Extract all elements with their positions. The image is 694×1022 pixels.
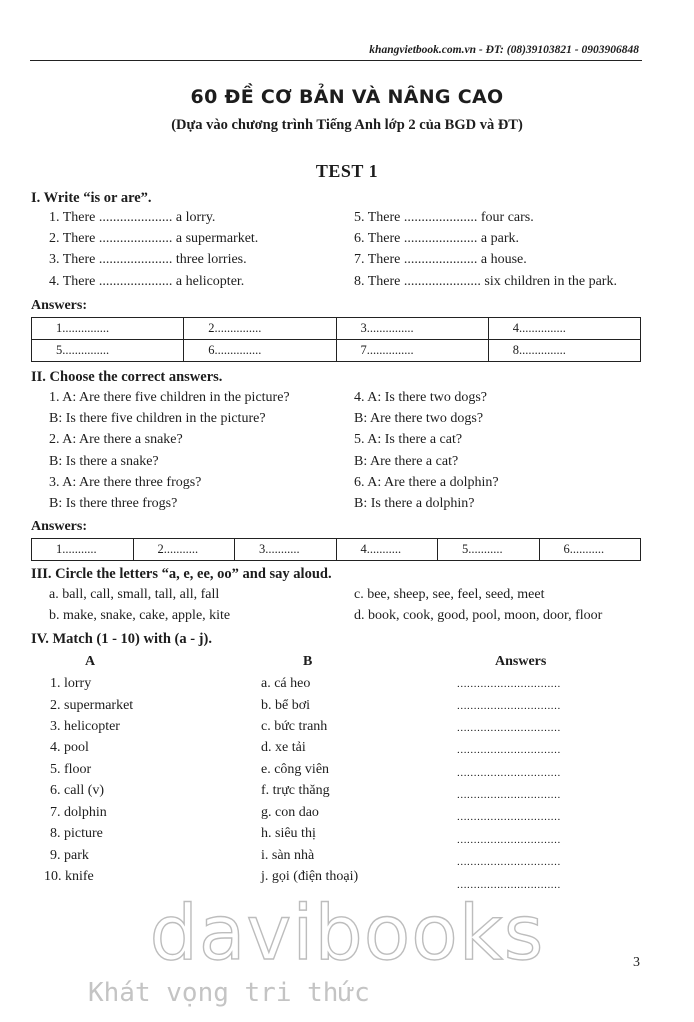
s2-answers-label: Answers:: [31, 519, 87, 534]
section-1-heading: I. Write “is or are”.: [31, 190, 152, 206]
s2-answer-cell: 4...........: [336, 539, 438, 561]
s2-item: 3. A: Are there three frogs?: [49, 475, 202, 490]
s2-item: B: Are there two dogs?: [354, 411, 484, 426]
s2-item: 1. A: Are there five children in the picture?: [49, 390, 290, 405]
match-answer-line: ...............................: [457, 700, 561, 712]
header-rule: [30, 60, 642, 61]
match-item-a: 8. picture: [50, 826, 103, 841]
match-answer-line: ...............................: [457, 856, 561, 868]
match-item-a: 6. call (v): [50, 783, 105, 798]
s1-answer-cell: 3...............: [336, 318, 488, 340]
s1-item-6: 6. There ..................... a park.: [354, 231, 519, 246]
match-answer-line: ...............................: [457, 678, 561, 690]
match-item-b: a. cá heo: [261, 676, 311, 691]
match-item-a: 9. park: [50, 848, 89, 863]
s1-item-8: 8. There ...................... six children in the park.: [354, 274, 617, 289]
match-item-a: 4. pool: [50, 740, 89, 755]
column-b-header: B: [303, 654, 313, 669]
s2-answer-table: [31, 538, 641, 561]
page-number: 3: [633, 955, 640, 970]
match-item-a: 3. helicopter: [50, 719, 120, 734]
publisher-contact: khangvietbook.com.vn - ĐT: (08)39103821 - 0903906848: [369, 44, 639, 56]
match-item-b: e. công viên: [261, 762, 330, 777]
s2-item: B: Is there three frogs?: [49, 496, 178, 511]
section-4-heading: IV. Match (1 - 10) with (a - j).: [31, 631, 212, 647]
match-item-b: c. bức tranh: [261, 719, 328, 734]
match-answer-line: ...............................: [457, 834, 561, 846]
match-item-b: b. bể bơi: [261, 698, 311, 713]
column-a-header: A: [85, 654, 96, 669]
match-item-b: f. trực thăng: [261, 783, 330, 798]
s1-item-7: 7. There ..................... a house.: [354, 252, 527, 267]
match-item-b: i. sàn nhà: [261, 848, 315, 863]
s1-item-2: 2. There ..................... a supermarket.: [49, 231, 259, 246]
match-answer-line: ...............................: [457, 744, 561, 756]
s1-answer-cell: 8...............: [488, 340, 640, 362]
s1-answer-table: [31, 317, 641, 362]
s2-answer-cell: 1...........: [32, 539, 134, 561]
watermark-logo: davibooks: [149, 888, 545, 977]
s1-answer-cell: 4...............: [488, 318, 640, 340]
s1-item-4: 4. There ..................... a helicopter.: [49, 274, 245, 289]
s2-item: 6. A: Are there a dolphin?: [354, 475, 499, 490]
s2-item: B: Are there a cat?: [354, 454, 459, 469]
match-answer-line: ...............................: [457, 789, 561, 801]
match-item-b: g. con dao: [261, 805, 319, 820]
s2-item: B: Is there a snake?: [49, 454, 159, 469]
s1-item-1: 1. There ..................... a lorry.: [49, 210, 216, 225]
s1-answer-cell: 1...............: [32, 318, 184, 340]
match-item-b: d. xe tải: [261, 740, 306, 755]
s2-item: 5. A: Is there a cat?: [354, 432, 463, 447]
s1-answer-cell: 2...............: [184, 318, 336, 340]
match-item-b: h. siêu thị: [261, 826, 316, 841]
s2-item: B: Is there a dolphin?: [354, 496, 475, 511]
answers-column-header: Answers: [495, 654, 547, 669]
s1-answer-cell: 7...............: [336, 340, 488, 362]
watermark-slogan: Khát vọng tri thức: [88, 978, 370, 1008]
match-answer-line: ...............................: [457, 722, 561, 734]
s3-item-b: b. make, snake, cake, apple, kite: [49, 608, 231, 623]
s1-answers-label: Answers:: [31, 298, 87, 313]
section-3-heading: III. Circle the letters “a, e, ee, oo” and say aloud.: [31, 566, 332, 582]
s1-answer-cell: 5...............: [32, 340, 184, 362]
section-2-heading: II. Choose the correct answers.: [31, 369, 223, 385]
match-item-a: 2. supermarket: [50, 698, 134, 713]
test-title: TEST 1: [315, 161, 379, 181]
match-item-b: j. gọi (điện thoại): [261, 869, 359, 884]
s2-item: 4. A: Is there two dogs?: [354, 390, 487, 405]
s2-item: B: Is there five children in the picture?: [49, 411, 266, 426]
book-title: 60 ĐỀ CƠ BẢN VÀ NÂNG CAO: [190, 86, 504, 108]
s1-answer-cell: 6...............: [184, 340, 336, 362]
s2-answer-cell: 2...........: [133, 539, 235, 561]
match-answer-line: ...............................: [457, 767, 561, 779]
s2-item: 2. A: Are there a snake?: [49, 432, 183, 447]
match-item-a: 7. dolphin: [50, 805, 107, 820]
s2-answer-cell: 3...........: [235, 539, 337, 561]
match-answer-line: ...............................: [457, 811, 561, 823]
s1-item-5: 5. There ..................... four cars.: [354, 210, 534, 225]
s3-item-a: a. ball, call, small, tall, all, fall: [49, 587, 220, 602]
s2-answer-cell: 6...........: [539, 539, 641, 561]
match-item-a: 5. floor: [50, 762, 92, 777]
match-item-a: 10. knife: [44, 869, 94, 884]
match-answer-line: ...............................: [457, 879, 561, 891]
s2-answer-cell: 5...........: [438, 539, 540, 561]
match-item-a: 1. lorry: [50, 676, 92, 691]
book-subtitle: (Dựa vào chương trình Tiếng Anh lớp 2 của BGD và ĐT): [171, 117, 523, 133]
s1-item-3: 3. There ..................... three lorries.: [49, 252, 247, 267]
s3-item-d: d. book, cook, good, pool, moon, door, floor: [354, 608, 603, 623]
s3-item-c: c. bee, sheep, see, feel, seed, meet: [354, 587, 545, 602]
